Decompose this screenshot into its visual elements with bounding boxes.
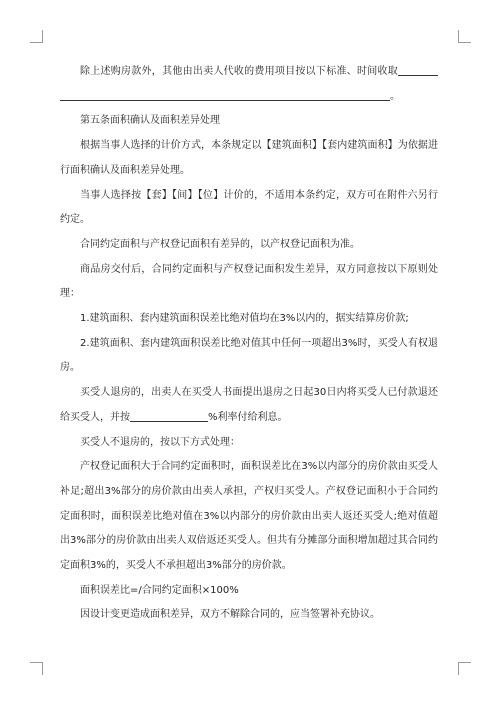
- no-refund-paragraph: 买受人不退房的，按以下方式处理：: [80, 436, 240, 448]
- registered-area-paragraph: 合同约定面积与产权登记面积有差异的，以产权登记面积为准。: [80, 238, 360, 250]
- refund-text: 买受人退房的，出卖人在买受人书面提出退房之日起30日内将买受人已付款退还给买受人，并按: [60, 387, 438, 423]
- crop-mark-top-right: [458, 30, 471, 43]
- crop-mark-top-left: [30, 30, 43, 43]
- area-settlement-paragraph: 产权登记面积大于合同约定面积时，面积误差比在3%以内部分的房价款由买受人补足;超出3%部分的房价款由出卖人承担，产权归买受人。产权登记面积小于合同约定面积时，面积误差比绝对值在3%以内部分的房价款由出卖人返还买受人;绝对值超出3%部分的房价款由出卖人双倍返还买受人。但共有分摊部分面积增加超过其合同约定面积3%的，买受人不承担超出3%部分的房价款。: [60, 461, 438, 572]
- refund-paragraph: [60, 381, 438, 430]
- fee-collection-end: 。: [390, 90, 400, 102]
- fee-collection-paragraph: [60, 60, 438, 109]
- article-five-heading: 第五条面积确认及面积差异处理: [80, 115, 220, 127]
- unit-pricing-paragraph: 当事人选择按【套】【间】【位】计价的，不适用本条约定，双方可在附件六另行约定。: [60, 189, 438, 226]
- design-change-paragraph: 因设计变更造成面积差异，双方不解除合同的，应当签署补充协议。: [80, 609, 380, 621]
- crop-mark-bottom-left: [30, 662, 43, 675]
- fee-collection-text: 除上述购房款外，其他由出卖人代收的费用项目按以下标准、时间收取: [80, 66, 398, 77]
- fee-blank-line-2: [60, 89, 390, 101]
- pricing-basis-paragraph: 根据当事人选择的计价方式，本条规定以【建筑面积】【套内建筑面积】为依据进行面积确认及面积差异处理。: [60, 140, 438, 176]
- interest-rate-blank: [130, 410, 208, 422]
- fee-blank-line-1: [398, 64, 438, 76]
- refund-interest-text: %利率付给利息。: [208, 411, 288, 423]
- error-ratio-formula: 面积误差比=/合同约定面积×100%: [80, 584, 239, 596]
- rule-one-paragraph: 1.建筑面积、套内建筑面积误差比绝对值均在3%以内的，据实结算房价款;: [80, 313, 409, 325]
- rule-two-paragraph: 2.建筑面积、套内建筑面积误差比绝对值其中任何一项超出3%时，买受人有权退房。: [60, 337, 438, 374]
- difference-principle-paragraph: 商品房交付后，合同约定面积与产权登记面积发生差异，双方同意按以下原则处理：: [60, 263, 438, 300]
- crop-mark-bottom-right: [458, 662, 471, 675]
- document-body: [60, 60, 438, 628]
